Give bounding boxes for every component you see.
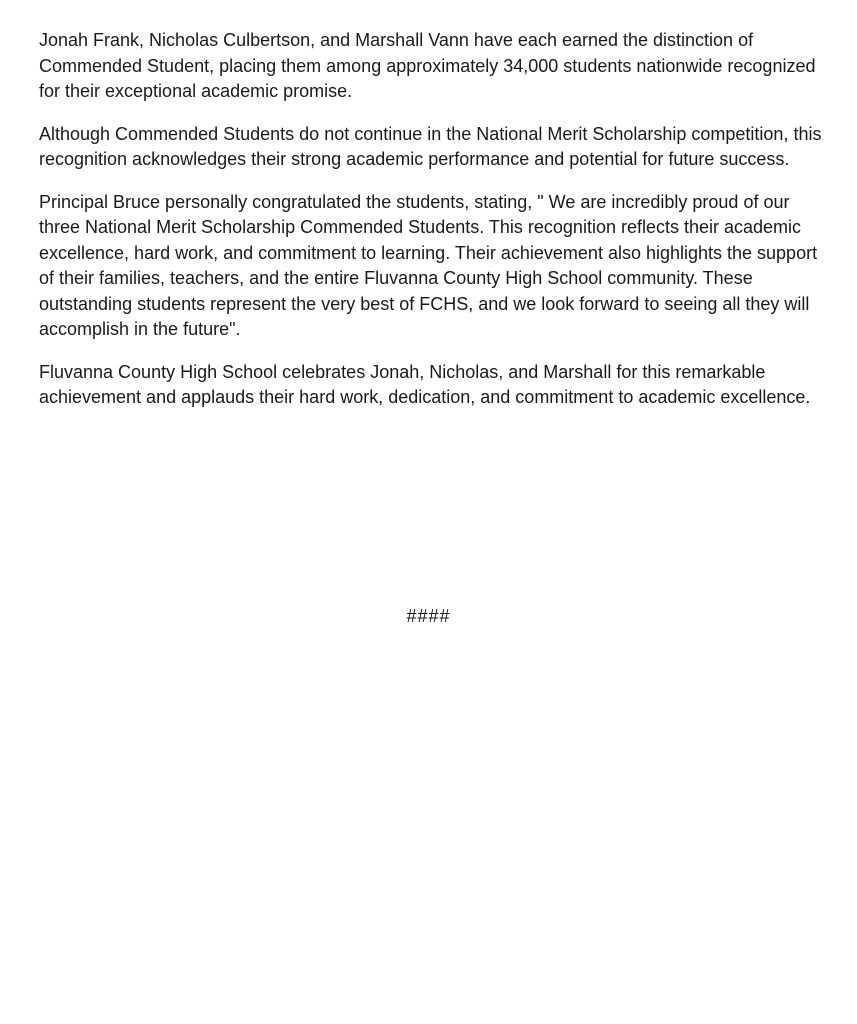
document-body [39, 28, 829, 428]
paragraph-commended-students: Jonah Frank, Nicholas Culbertson, and Marshall Vann have each earned the distinction of Commended Student, placing them among approximately 34,000 students nationwide recognized for their exceptional academic promise. [39, 30, 816, 101]
end-of-release-mark: #### [406, 606, 451, 626]
paragraph-celebration: Fluvanna County High School celebrates Jonah, Nicholas, and Marshall for this remarkable achievement and applauds their hard work, dedication, and commitment to academic excellence. [39, 361, 811, 407]
paragraph-recognition: Although Commended Students do not continue in the National Merit Scholarship competition, this recognition acknowledges their strong academic performance and potential for future success. [39, 123, 822, 169]
paragraph-principal-quote: Principal Bruce personally congratulated the students, stating, " We are incredibly proud of our three National Merit Scholarship Commended Students. This recognition reflects their academic excellence, hard work, and commitment to learning. Their achievement also highlights the support of their families, teachers, and the entire Fluvanna County High School community. These outstanding students represent the very best of FCHS, and we look forward to seeing all they will accomplish in the future". [39, 191, 818, 339]
